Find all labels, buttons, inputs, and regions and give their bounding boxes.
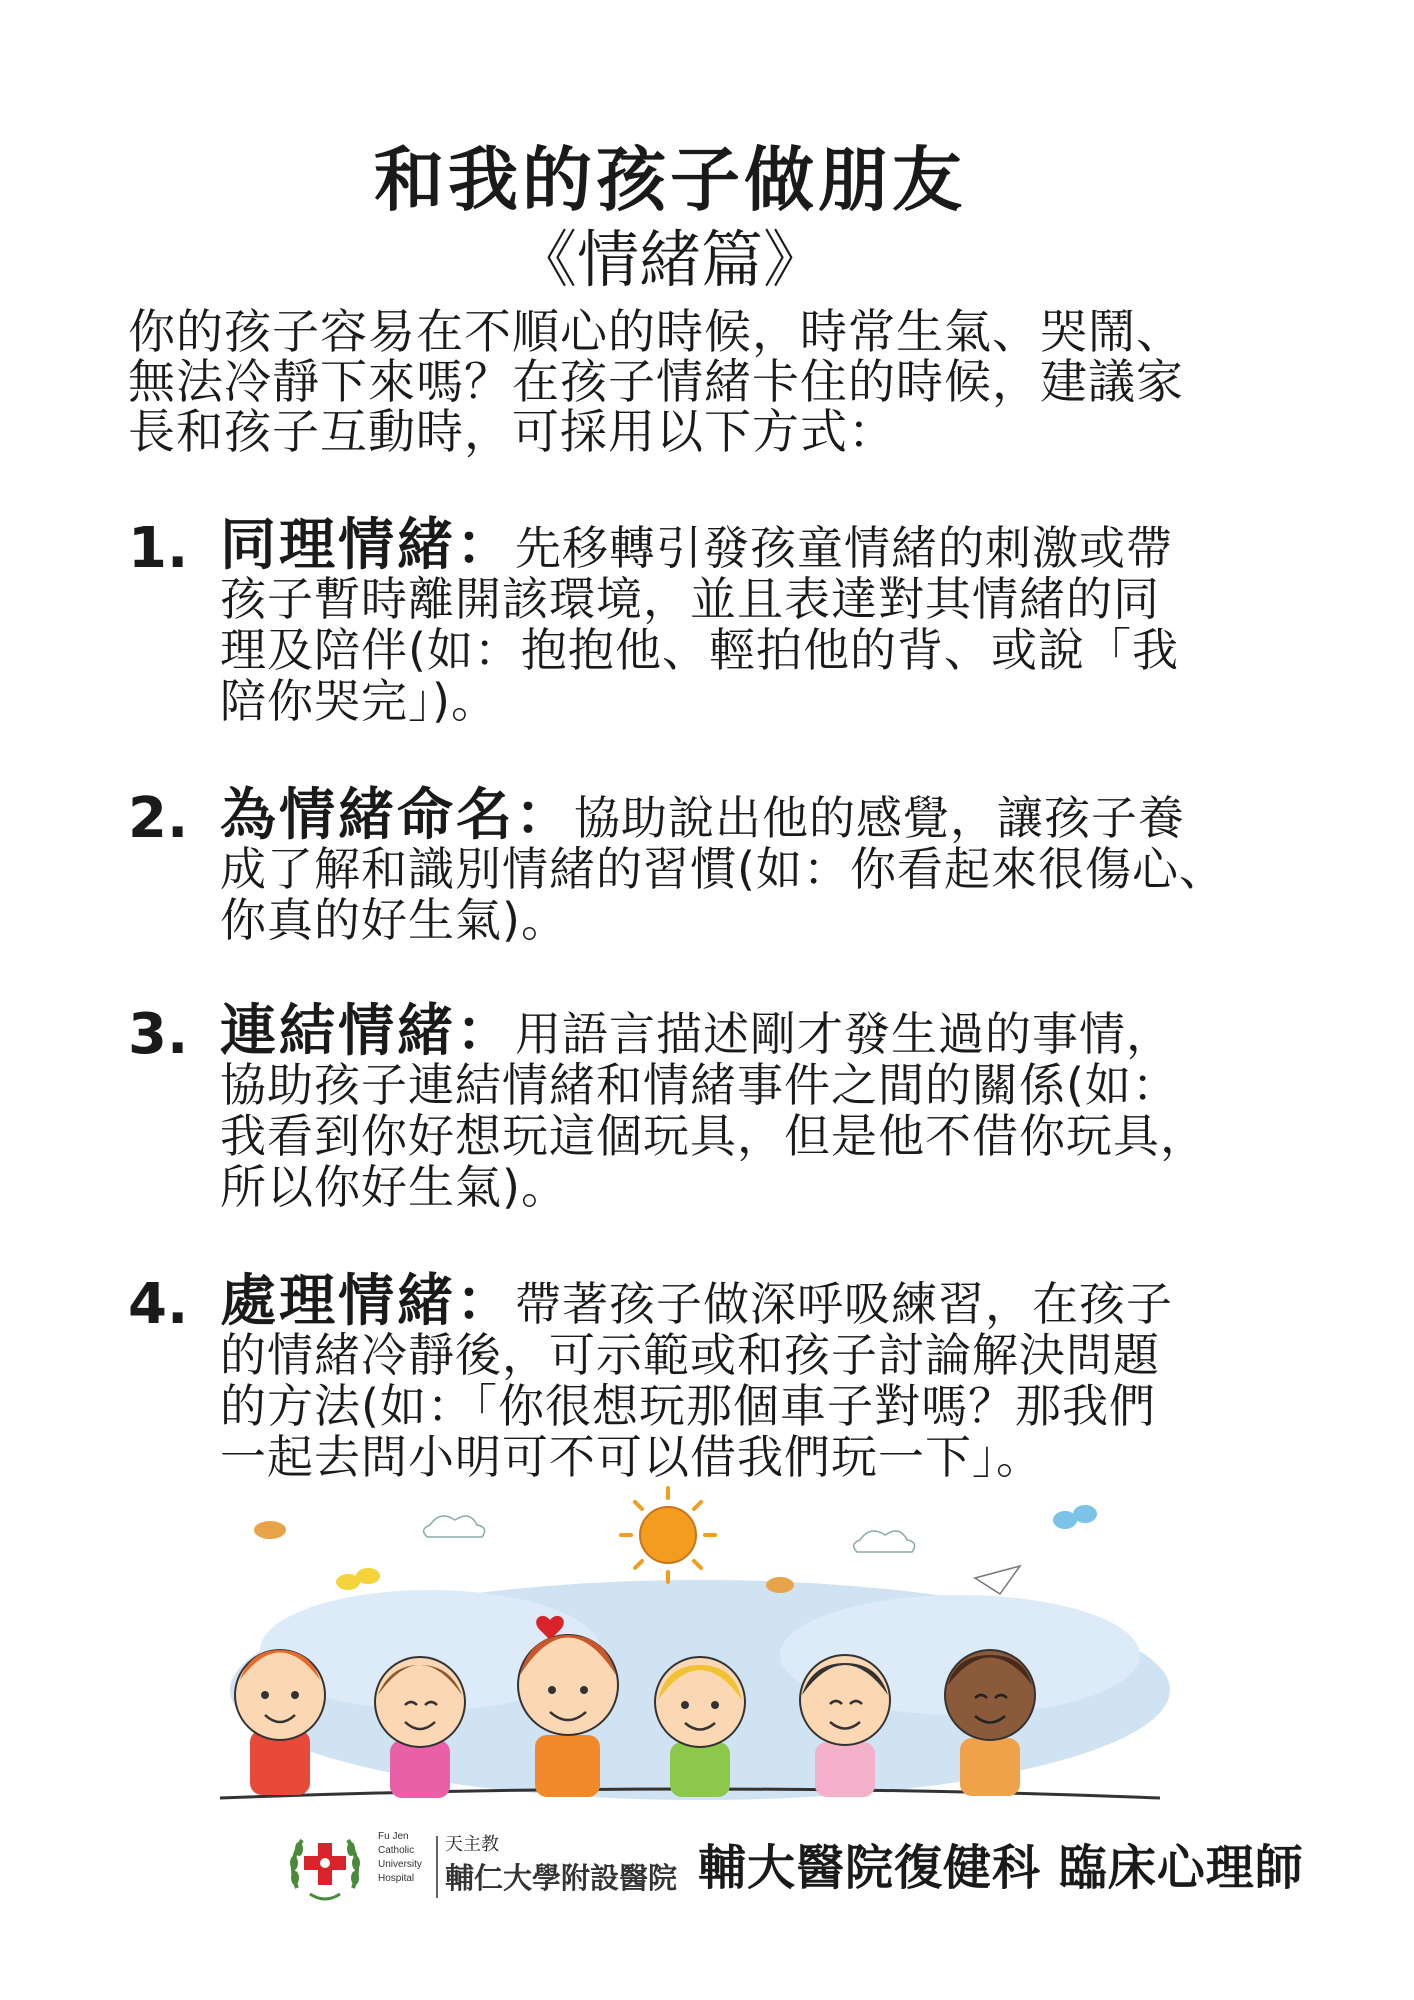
tip-line: 所以你好生氣)。 [220, 1160, 568, 1214]
intro-line: 你的孩子容易在不順心的時候，時常生氣、哭鬧、 [128, 305, 1184, 360]
tip-line: 帶著孩子做深呼吸練習，在孩子 [515, 1277, 1173, 1331]
intro-line: 無法冷靜下來嗎？在孩子情緒卡住的時候，建議家 [128, 355, 1184, 410]
tip-line: 我看到你好想玩這個玩具，但是他不借你玩具， [220, 1109, 1207, 1163]
tip-line: 用語言描述剛才發生過的事情， [515, 1007, 1173, 1061]
cloud-icon [424, 1516, 485, 1537]
tip-line: 的情緒冷靜後，可示範或和孩子討論解決問題 [220, 1328, 1160, 1382]
tip-body [220, 783, 1320, 947]
children-sky-illustration [200, 1480, 1180, 1820]
butterfly-icon [336, 1568, 380, 1590]
tip-body [220, 999, 1320, 1214]
tip-line: 協助說出他的感覺，讓孩子養 [574, 791, 1185, 845]
tip-number: 2. [128, 786, 189, 851]
tip-number: 3. [128, 1002, 189, 1067]
tip-colon: ： [515, 783, 574, 848]
cloud-icon [854, 1531, 915, 1552]
tip-body [220, 513, 1320, 728]
butterfly-icon [1053, 1505, 1097, 1529]
hospital-logo-icon [285, 1828, 365, 1908]
logo-en-line: Catholic [378, 1845, 415, 1856]
logo-english-text [378, 1830, 434, 1886]
logo-en-line: Fu Jen [378, 1831, 409, 1842]
intro-line: 長和孩子互動時，可採用以下方式： [128, 405, 896, 460]
tip-first-line [220, 783, 1320, 848]
tip-colon: ： [456, 1269, 515, 1334]
tip-line: 協助孩子連結情緒和情緒事件之間的關係(如： [220, 1058, 1179, 1112]
bird-icon [254, 1521, 286, 1539]
sun-icon [621, 1488, 715, 1582]
tip-line: 你真的好生氣)。 [220, 893, 568, 947]
paper-plane-icon [975, 1566, 1020, 1594]
page-subtitle: 《情緒篇》 [514, 223, 825, 296]
tip-body [220, 1269, 1320, 1484]
tip-line: 的方法(如：「你很想玩那個車子對嗎？那我們 [220, 1379, 1156, 1433]
department-credit: 輔大醫院復健科 臨床心理師 [698, 1840, 1304, 1896]
logo-en-line: Hospital [378, 1873, 415, 1884]
tip-first-line [220, 999, 1320, 1064]
footer [0, 1820, 1414, 1910]
child-figure [235, 1650, 325, 1795]
logo-divider [436, 1836, 438, 1898]
tip-line: 先移轉引發孩童情緒的刺激或帶 [515, 521, 1173, 575]
tip-line: 理及陪伴(如：抱抱他、輕拍他的背、或說「我 [220, 623, 1179, 677]
tip-number: 4. [128, 1272, 189, 1337]
tip-line: 一起去問小明可不可以借我們玩一下」。 [220, 1430, 1043, 1484]
tip-first-line [220, 1269, 1320, 1334]
hospital-name: 輔仁大學附設醫院 [445, 1861, 678, 1895]
tip-colon: ： [456, 513, 515, 578]
page-title: 和我的孩子做朋友 [374, 139, 966, 221]
tip-heading: 連結情緒 [220, 999, 456, 1064]
tip-heading: 為情緒命名 [220, 783, 515, 848]
tip-line: 孩子暫時離開該環境，並且表達對其情緒的同 [220, 572, 1160, 626]
tip-number: 1. [128, 516, 189, 581]
tip-heading: 處理情緒 [220, 1269, 456, 1334]
tip-heading: 同理情緒 [220, 513, 456, 578]
tip-line: 成了解和識別情緒的習慣(如：你看起來很傷心、 [220, 842, 1226, 896]
bird-icon [766, 1577, 794, 1593]
tip-line: 陪你哭完」)。 [220, 674, 498, 728]
intro-paragraph [128, 305, 1308, 460]
logo-small-text: 天主教 [445, 1834, 499, 1855]
logo-en-line: University [378, 1859, 422, 1870]
tip-first-line [220, 513, 1320, 578]
tip-colon: ： [456, 999, 515, 1064]
